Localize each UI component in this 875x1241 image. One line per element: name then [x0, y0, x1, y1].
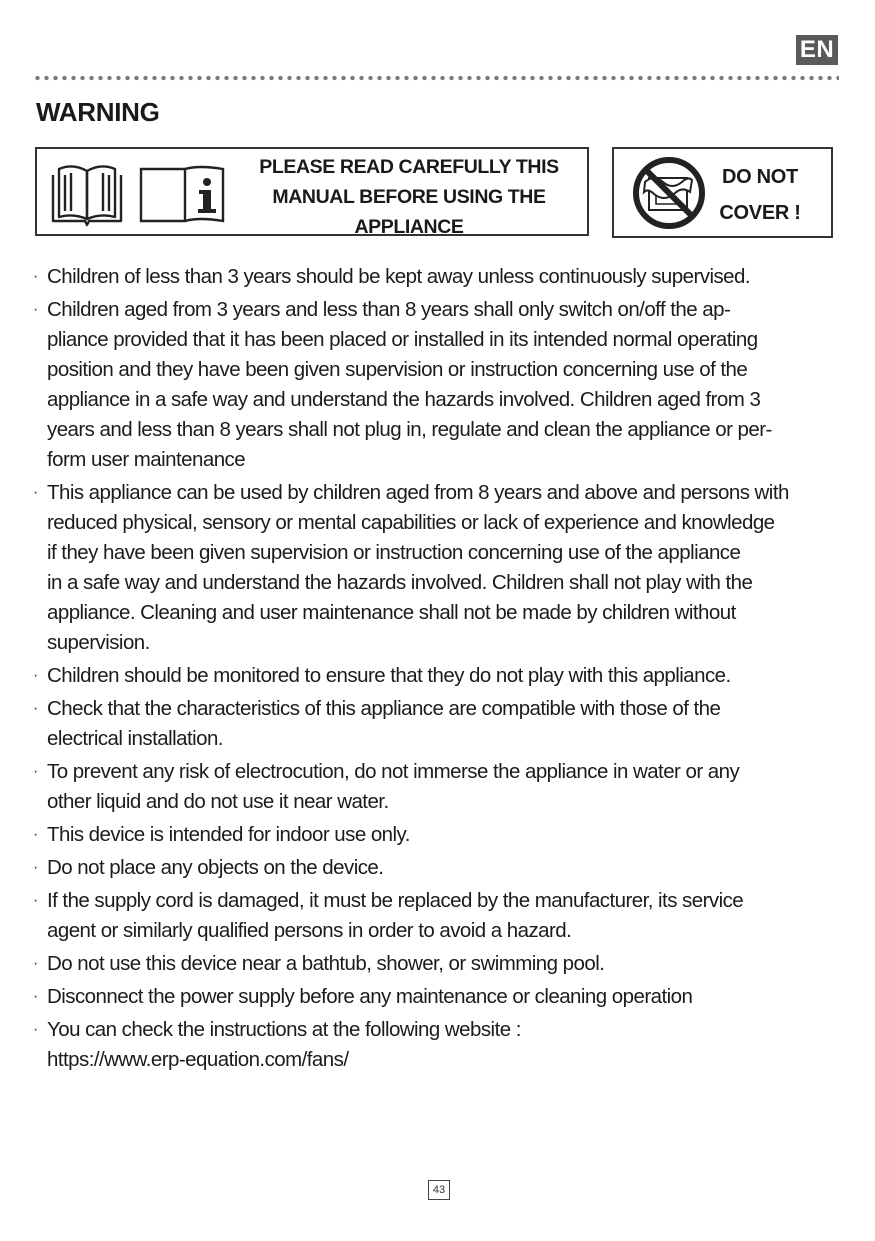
warning-line: position and they have been given supervision or instruction concerning use of the: [47, 358, 748, 381]
bullet-mark: ·: [33, 301, 38, 318]
do-not-cover-icon: [630, 154, 708, 232]
warning-item: [33, 949, 843, 979]
warning-line: agent or similarly qualified persons in order to avoid a hazard.: [47, 919, 572, 942]
cover-line: COVER !: [719, 202, 801, 224]
warning-line: other liquid and do not use it near water.: [47, 790, 389, 813]
warning-item: [33, 694, 843, 754]
warning-line: Children should be monitored to ensure that they do not play with this appliance.: [47, 664, 731, 687]
manual-icons: [45, 161, 245, 227]
page-title: WARNING: [36, 97, 160, 127]
warning-line: Check that the characteristics of this appliance are compatible with those of the: [47, 697, 721, 720]
read-manual-line: PLEASE READ CAREFULLY THIS: [259, 156, 559, 178]
warning-list: [33, 262, 843, 1078]
bullet-mark: ·: [33, 700, 38, 717]
bullet-mark: ·: [33, 268, 38, 285]
warning-item: [33, 982, 843, 1012]
bullet-mark: ·: [33, 1021, 38, 1038]
warning-item: [33, 1015, 843, 1075]
warning-line: Do not use this device near a bathtub, shower, or swimming pool.: [47, 952, 605, 975]
read-manual-line: MANUAL BEFORE USING THE: [272, 186, 546, 208]
bullet-mark: ·: [33, 484, 38, 501]
warning-line: Disconnect the power supply before any maintenance or cleaning operation: [47, 985, 693, 1008]
warning-line: If the supply cord is damaged, it must be replaced by the manufacturer, its service: [47, 889, 744, 912]
do-not-cover-text: [710, 159, 810, 231]
warning-line: electrical installation.: [47, 727, 223, 750]
warning-line: appliance in a safe way and understand the hazards involved. Children aged from 3: [47, 388, 761, 411]
warning-item: [33, 820, 843, 850]
warning-item: [33, 757, 843, 817]
warning-item: [33, 661, 843, 691]
warning-line: Children aged from 3 years and less than 8 years shall only switch on/off the ap-: [47, 298, 731, 321]
warning-item: [33, 478, 843, 658]
warning-line: if they have been given supervision or instruction concerning use of the appliance: [47, 541, 741, 564]
warning-item: [33, 853, 843, 883]
warning-line: supervision.: [47, 631, 150, 654]
warning-line: reduced physical, sensory or mental capabilities or lack of experience and knowledge: [47, 511, 775, 534]
warning-line: Children of less than 3 years should be kept away unless continuously supervised.: [47, 265, 750, 288]
read-manual-line: APPLIANCE: [354, 216, 464, 238]
bullet-mark: ·: [33, 988, 38, 1005]
warning-line: form user maintenance: [47, 448, 246, 471]
warning-line: To prevent any risk of electrocution, do not immerse the appliance in water or any: [47, 760, 740, 783]
warning-line: https://www.erp-equation.com/fans/: [47, 1048, 349, 1071]
warning-item: [33, 262, 843, 292]
page-number: 43: [428, 1180, 450, 1200]
open-book-icon: [53, 166, 121, 225]
warning-line: in a safe way and understand the hazards involved. Children shall not play with the: [47, 571, 753, 594]
warning-line: pliance provided that it has been placed or installed in its intended normal operating: [47, 328, 758, 351]
read-manual-notice: [35, 147, 589, 236]
warning-line: You can check the instructions at the following website :: [47, 1018, 521, 1041]
warning-line: Do not place any objects on the device.: [47, 856, 384, 879]
bullet-mark: ·: [33, 955, 38, 972]
warning-item: [33, 295, 843, 475]
bullet-mark: ·: [33, 667, 38, 684]
info-manual-icon: [141, 167, 223, 221]
bullet-mark: ·: [33, 892, 38, 909]
warning-line: This appliance can be used by children aged from 8 years and above and persons with: [47, 481, 789, 504]
dotted-divider: [33, 75, 839, 81]
bullet-mark: ·: [33, 826, 38, 843]
warning-item: [33, 886, 843, 946]
read-manual-text: [259, 152, 559, 242]
warning-line: This device is intended for indoor use only.: [47, 823, 410, 846]
bullet-mark: ·: [33, 859, 38, 876]
warning-line: years and less than 8 years shall not plug in, regulate and clean the appliance or per-: [47, 418, 772, 441]
language-badge: EN: [796, 35, 838, 65]
bullet-mark: ·: [33, 763, 38, 780]
cover-line: DO NOT: [722, 166, 798, 188]
warning-line: appliance. Cleaning and user maintenance shall not be made by children without: [47, 601, 736, 624]
do-not-cover-notice: [612, 147, 833, 238]
